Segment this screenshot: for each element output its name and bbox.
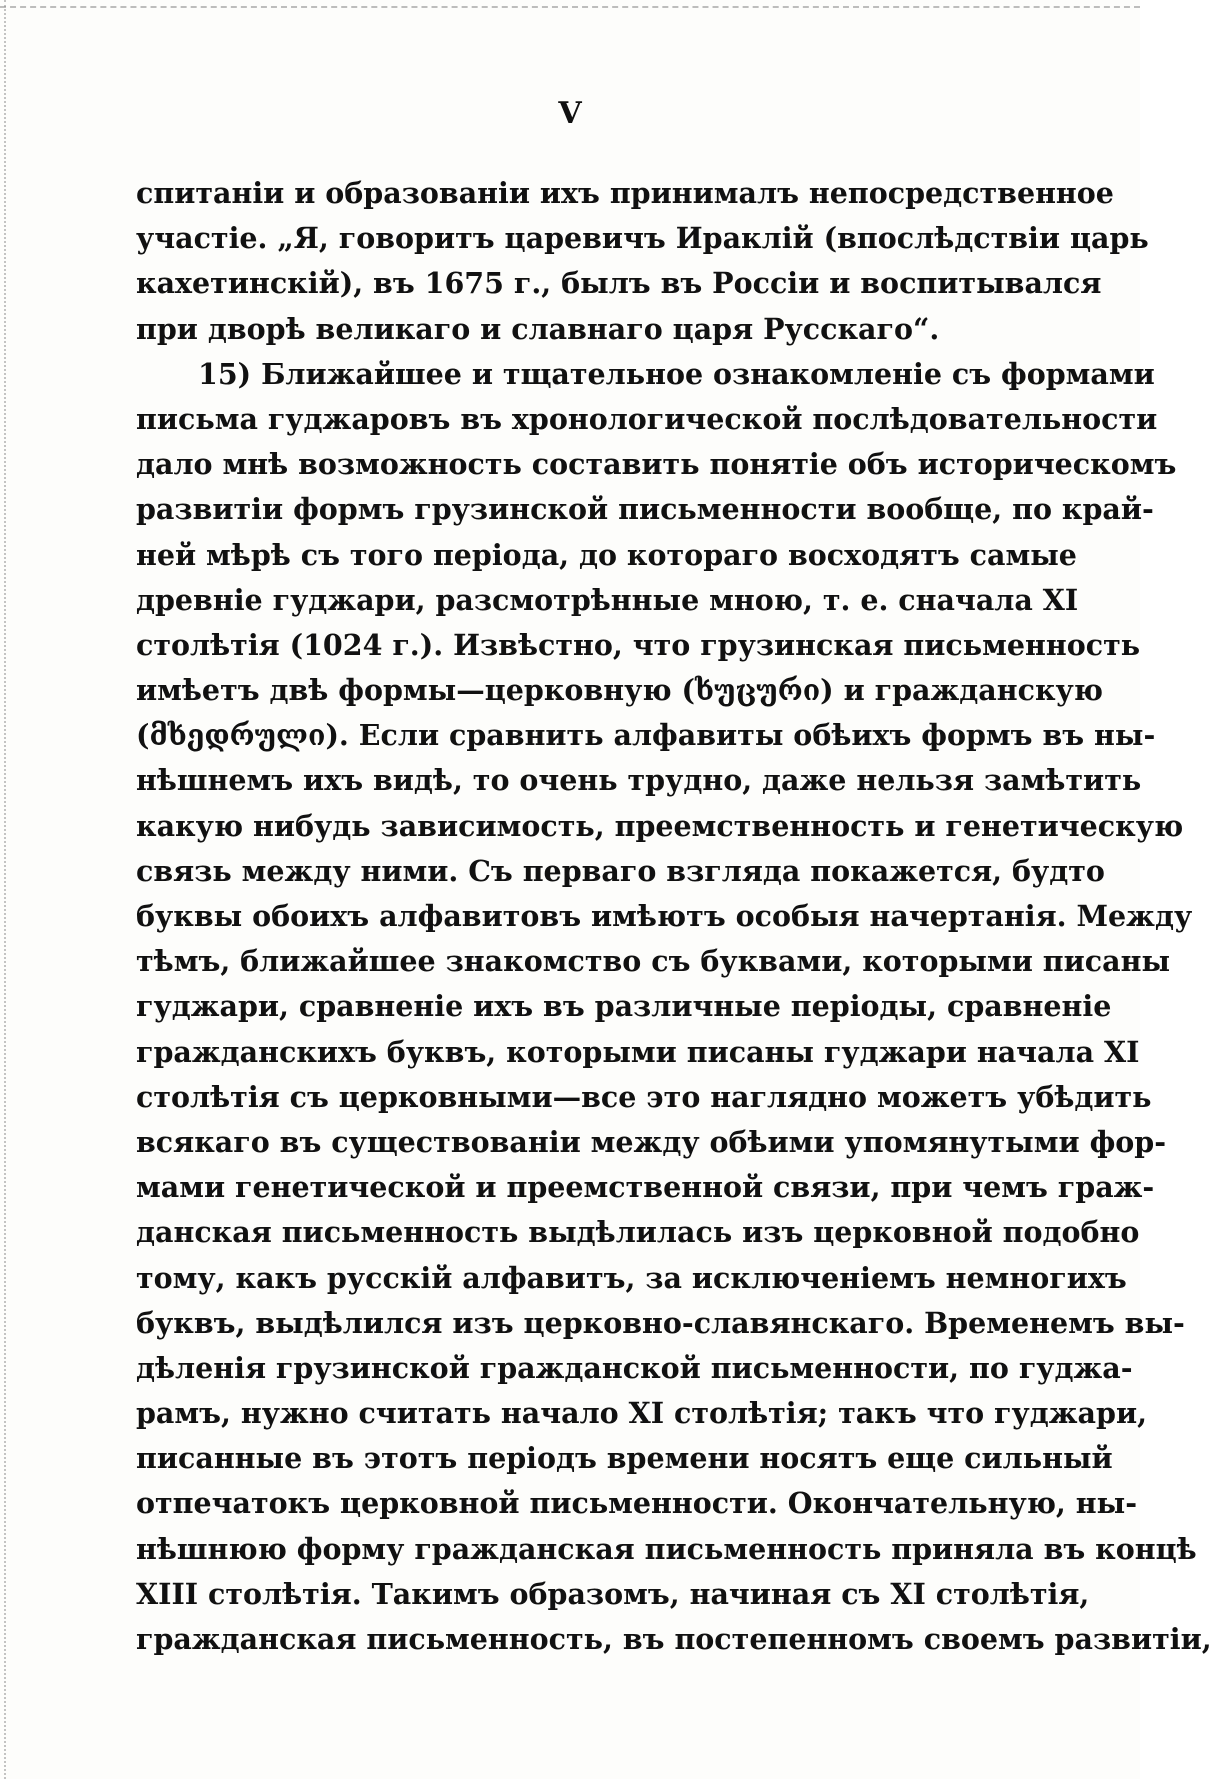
text-line: гуджари, сравненіе ихъ въ различные періоды, сравненіе	[136, 989, 1112, 1024]
scan-edge-left	[0, 0, 6, 1779]
text-line: при дворѣ великаго и славнаго царя Русскаго“.	[136, 311, 940, 346]
text-line: данская письменность выдѣлилась изъ церковной подобно	[136, 1215, 1140, 1250]
text-line: столѣтія съ церковными—все это наглядно можетъ убѣдить	[136, 1079, 1152, 1114]
text-line: мами генетической и преемственной связи, при чемъ граж-	[136, 1170, 1155, 1205]
text-line: нѣшнюю форму гражданская письменность приняла въ концѣ	[136, 1531, 1197, 1566]
text-line: XIII столѣтія. Такимъ образомъ, начиная съ XI столѣтія,	[136, 1576, 1090, 1611]
scan-edge-top	[0, 0, 1140, 8]
text-line: гражданскихъ буквъ, которыми писаны гуджари начала XI	[136, 1034, 1140, 1069]
text-line: тѣмъ, ближайшее знакомство съ буквами, которыми писаны	[136, 944, 1171, 979]
text-line: дало мнѣ возможность составить понятіе объ историческомъ	[136, 447, 1177, 482]
text-line: буквъ, выдѣлился изъ церковно-славянскаго. Временемъ вы-	[136, 1305, 1185, 1340]
text-line: отпечатокъ церковной письменности. Окончательную, ны-	[136, 1486, 1138, 1521]
text-line: ней мѣрѣ съ того періода, до котораго восходятъ самые	[136, 537, 1077, 572]
text-line: спитаніи и образованіи ихъ принималъ непосредственное	[136, 176, 1114, 210]
text-line: имѣетъ двѣ формы—церковную (ხუცური) и гражданскую	[136, 673, 1104, 708]
body-text	[136, 171, 1212, 1662]
page-number: V	[558, 96, 582, 131]
text-line: развитіи формъ грузинской письменности вообще, по край-	[136, 492, 1154, 527]
text-line: столѣтія (1024 г.). Извѣстно, что грузинская письменность	[136, 627, 1141, 662]
text-line: какую нибудь зависимость, преемственность и генетическую	[136, 808, 1184, 843]
text-line: древніе гуджари, разсмотрѣнные мною, т. е. сначала XI	[136, 582, 1079, 617]
text-line: буквы обоихъ алфавитовъ имѣютъ особыя начертанія. Между	[136, 899, 1193, 933]
text-line: 15) Ближайшее и тщательное ознакомленіе съ формами	[198, 356, 1155, 391]
text-line: дѣленія грузинской гражданской письменности, по гуджа-	[136, 1350, 1133, 1385]
text-line: (მხედრული). Если сравнить алфавиты обѣихъ формъ въ ны-	[136, 718, 1156, 753]
text-line: участіе. „Я, говоритъ царевичъ Ираклій (впослѣдствіи царь	[136, 221, 1149, 256]
text-line: кахетинскій), въ 1675 г., былъ въ Россіи и воспитывался	[136, 266, 1102, 301]
text-line: связь между ними. Съ перваго взгляда покажется, будто	[136, 853, 1105, 888]
text-line: всякаго въ существованіи между обѣими упомянутыми фор-	[136, 1124, 1167, 1159]
text-line: нѣшнемъ ихъ видѣ, то очень трудно, даже нельзя замѣтить	[136, 763, 1142, 798]
text-line: рамъ, нужно считать начало XI столѣтія; такъ что гуджари,	[136, 1396, 1147, 1431]
text-line: гражданская письменность, въ постепенномъ своемъ развитіи,	[136, 1622, 1212, 1656]
text-line: писанные въ этотъ періодъ времени носятъ еще сильный	[136, 1441, 1113, 1476]
text-line: тому, какъ русскій алфавитъ, за исключеніемъ немногихъ	[136, 1260, 1127, 1295]
text-line: письма гуджаровъ въ хронологической послѣдовательности	[136, 401, 1158, 436]
